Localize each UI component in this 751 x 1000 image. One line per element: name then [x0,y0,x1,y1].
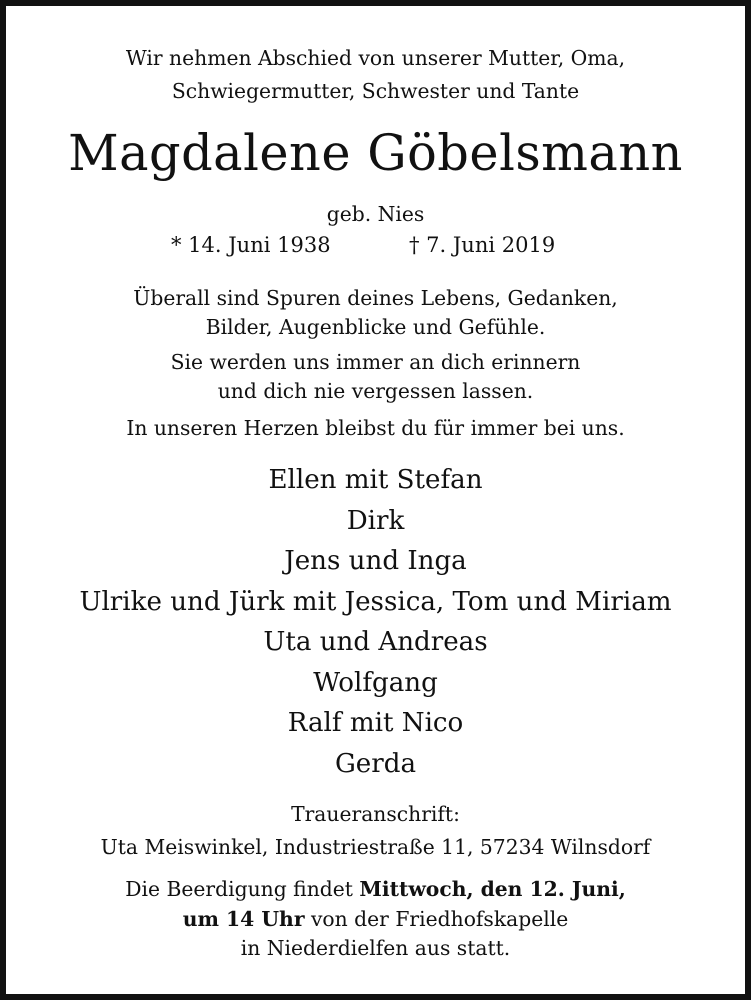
intro-line-2: Schwiegermutter, Schwester und Tante [171,79,580,103]
mourner-line: Uta und Andreas [263,627,488,657]
address-value: Uta Meiswinkel, Industriestraße 11, 57234 Wilnsdorf [100,835,651,859]
funeral-place: in Niederdielfen aus statt. [240,936,511,960]
mourner-line: Dirk [346,506,405,536]
funeral-time: um 14 Uhr [182,907,305,931]
mourner-line: Ellen mit Stefan [268,465,483,495]
mourner-line: Wolfgang [313,668,438,698]
birth-date: * 14. Juni 1938 [171,233,331,257]
deceased-name: Magdalene Göbelsmann [68,124,683,182]
funeral-line-2 [6,907,745,931]
funeral-date: Mittwoch, den 12. Juni, [359,877,626,901]
funeral-intro-text: Die Beerdigung findet [125,877,360,901]
mourner-line: Jens und Inga [284,546,467,576]
mourner-line: Gerda [334,749,417,779]
mourner-line: Ulrike und Jürk mit Jessica, Tom und Miriam [79,587,672,617]
funeral-venue-text: von der Friedhofskapelle [304,907,569,931]
intro-line-1: Wir nehmen Abschied von unserer Mutter, Oma, [125,46,626,70]
verse-line: Überall sind Spuren deines Lebens, Gedanken, [133,286,618,310]
verse-line: Sie werden uns immer an dich erinnern [170,350,581,374]
verse-line: und dich nie vergessen lassen. [217,379,534,403]
birth-name: geb. Nies [326,202,425,226]
death-date: † 7. Juni 2019 [409,233,556,257]
address-label: Traueranschrift: [291,802,460,826]
verse-line: In unseren Herzen bleibst du für immer bei uns. [126,416,625,440]
mourner-line: Ralf mit Nico [287,708,464,738]
verse-line: Bilder, Augenblicke und Gefühle. [205,315,546,339]
funeral-line-1 [6,877,745,901]
